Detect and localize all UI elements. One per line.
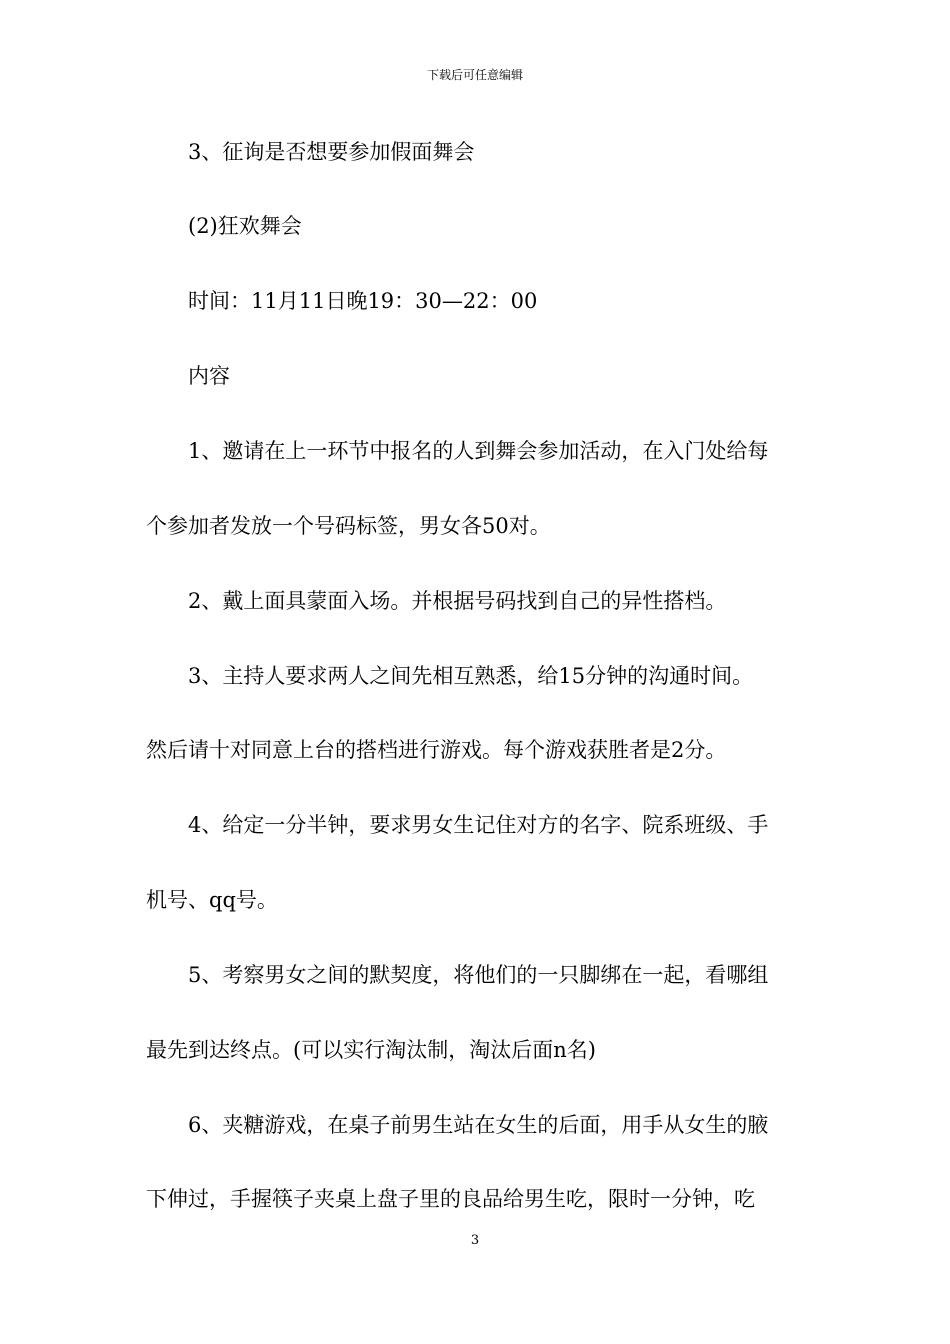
text-line: 时间：11月11日晚19：30—22：00	[188, 289, 538, 313]
text-line: 6、夹糖游戏，在桌子前男生站在女生的后面，用手从女生的腋	[188, 1113, 769, 1137]
text-line: 最先到达终点。(可以实行淘汰制，淘汰后面n名)	[146, 1038, 596, 1062]
text-line: 2、戴上面具蒙面入场。并根据号码找到自己的异性搭档。	[188, 589, 727, 613]
text-line: 下伸过，手握筷子夹桌上盘子里的良品给男生吃，限时一分钟，吃	[146, 1187, 755, 1211]
text-line: 然后请十对同意上台的搭档进行游戏。每个游戏获胜者是2分。	[146, 738, 727, 762]
text-line: 1、邀请在上一环节中报名的人到舞会参加活动，在入门处给每	[188, 439, 769, 463]
text-line: 4、给定一分半钟，要求男女生记住对方的名字、院系班级、手	[188, 813, 769, 837]
page-number: 3	[470, 1233, 480, 1248]
text-line: 个参加者发放一个号码标签，男女各50对。	[146, 514, 551, 538]
section-heading: 内容	[188, 364, 230, 388]
text-line: 3、征询是否想要参加假面舞会	[188, 140, 475, 164]
text-line: 3、主持人要求两人之间先相互熟悉，给15分钟的沟通时间。	[188, 664, 754, 688]
section-heading: (2)狂欢舞会	[188, 214, 302, 238]
page-header: 下载后可任意编辑	[426, 68, 523, 82]
text-line: 机号、qq号。	[146, 888, 278, 912]
text-line: 5、考察男女之间的默契度，将他们的一只脚绑在一起，看哪组	[188, 963, 769, 987]
